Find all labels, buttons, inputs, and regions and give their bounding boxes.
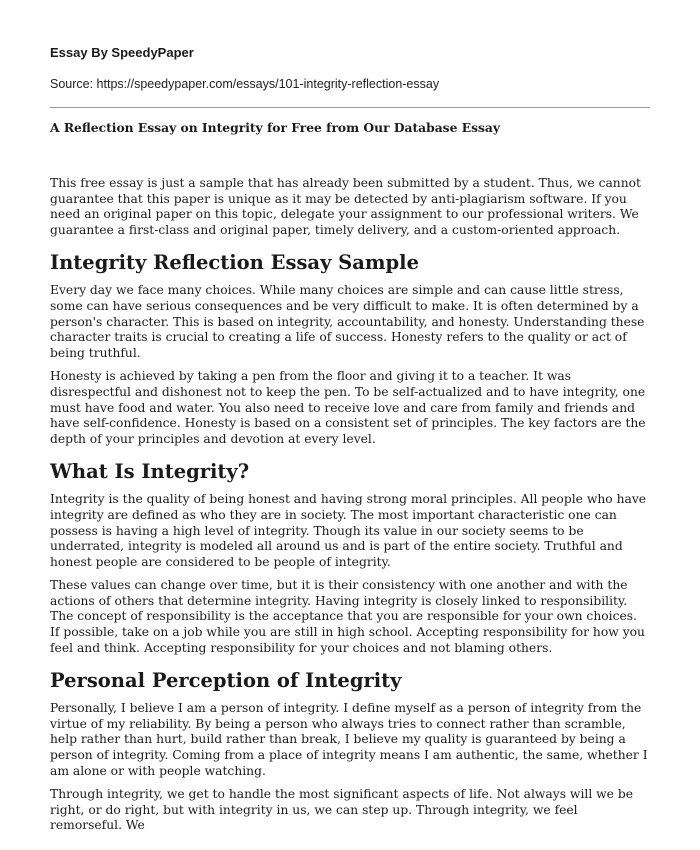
document-page xyxy=(50,44,650,834)
section-heading-personal-perception: Personal Perception of Integrity xyxy=(50,669,402,693)
header-divider xyxy=(50,107,650,108)
paragraph: Integrity is the quality of being honest and having strong moral principles. All people who have integrity are defined as who they are in society. The most important characteristic one can possess is having a high level of integrity. Though its value in our society seems to be underrated, integrity is modeled all around us and is part of the entire society. Truthful and honest people are considered to be people of integrity. xyxy=(50,492,647,569)
paragraph: These values can change over time, but it is their consistency with one another and with the actions of others that determine integrity. Having integrity is closely linked to responsibility. The concept of responsibility is the acceptance that you are responsible for your own choices. If possible, take on a job while you are still in high school. Accepting responsibility for how you feel and think. Accepting responsibility for your choices and not blaming others. xyxy=(50,578,645,655)
document-title: A Reflection Essay on Integrity for Free from Our Database Essay xyxy=(50,120,501,135)
source-line: Source: https://speedypaper.com/essays/101-integrity-reflection-essay xyxy=(50,77,440,91)
section-heading-what-is-integrity: What Is Integrity? xyxy=(50,460,250,484)
paragraph: Every day we face many choices. While many choices are simple and can cause little stress, some can have serious consequences and be very difficult to make. It is often determined by a person's character. This is based on integrity, accountability, and honesty. Understanding these character traits is crucial to creating a life of success. Honesty refers to the quality or act of being truthful. xyxy=(50,283,645,360)
section-heading-sample: Integrity Reflection Essay Sample xyxy=(50,251,419,275)
brand-title: Essay By SpeedyPaper xyxy=(50,45,194,60)
paragraph: Honesty is achieved by taking a pen from the floor and giving it to a teacher. It was disrespectful and dishonest not to keep the pen. To be self-actualized and to have integrity, one must have food and water. You also need to receive love and care from family and friends and have self-confidence. Honesty is based on a consistent set of principles. The key factors are the depth of your principles and devotion at every level. xyxy=(50,369,646,446)
paragraph: Personally, I believe I am a person of integrity. I define myself as a person of integrity from the virtue of my reliability. By being a person who always tries to connect rather than scramble, help rather than hurt, build rather than break, I believe my quality is guaranteed by being a person of integrity. Coming from a place of integrity means I am authentic, the same, whether I am alone or with people watching. xyxy=(50,701,648,778)
intro-paragraph: This free essay is just a sample that has already been submitted by a student. Thus, we cannot guarantee that this paper is unique as it may be detected by anti-plagiarism software. If you need an original paper on this topic, delegate your assignment to our professional writers. We guarantee a first-class and original paper, timely delivery, and a custom-oriented approach. xyxy=(50,176,641,237)
paragraph: Through integrity, we get to handle the most significant aspects of life. Not always will we be right, or do right, but with integrity in us, we can step up. Through integrity, we feel remorseful. We xyxy=(50,787,634,833)
